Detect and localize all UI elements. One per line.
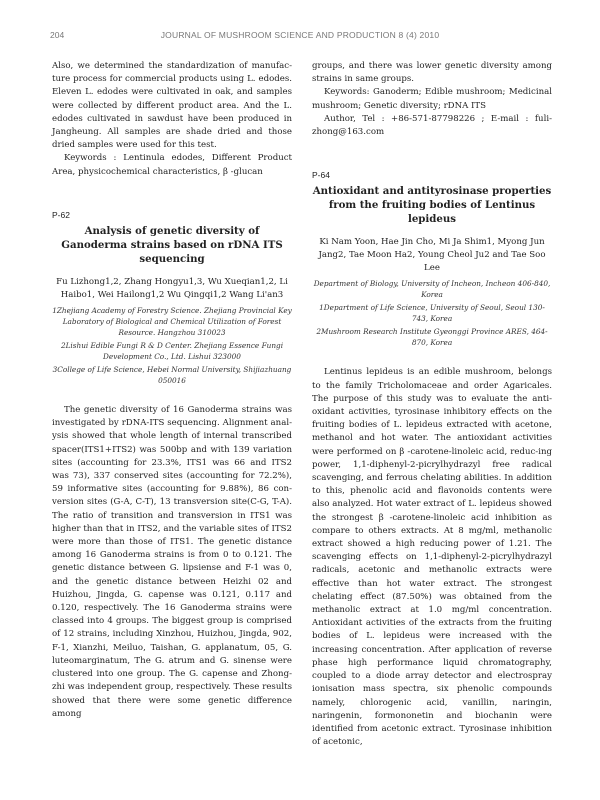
running-head [50, 30, 550, 44]
page-number: 204 [50, 30, 65, 40]
right-column [312, 60, 552, 749]
author-list: Ki Nam Yoon, Hae Jin Cho, Mi Ja Shim1, Myong Jun Jang2, Tae Moon Ha2, Young Cheol Ju2 and Tae Soo Lee [318, 237, 546, 274]
affiliation: 2Lishui Edible Fungi R & D Center. Zhejiang Essence Fungi Development Co., Ltd. Lishui 323000 [60, 341, 284, 362]
abstract-code: P-62 [52, 209, 70, 220]
continued-paragraph: Also, we determined the standardization of manufac-ture process for commercial products using L. edodes. Eleven L. edodes were cultivated in oak, and samples were collected by different product area. And the L. edodes cultivated in sawdust have been produced in Jangheung. All samples are shade dried and those dried samples were used for this test. [52, 61, 292, 151]
affiliation: 1Zhejiang Academy of Forestry Science. Zhejiang Provincial Key Laboratory of Biological and Chemical Utilization of Forest Resource. Hangzhou 310023 [52, 306, 292, 338]
abstract-body: The genetic diversity of 16 Ganoderma strains was investigated by rDNA-ITS sequencing. Alignment anal-ysis showed that whole length of internal transcribed spacer(ITS1+ITS2) was 500bp and with 139 variation sites (accounting for 23.3%, ITS1 was 66 and ITS2 was 73), 337 conserved sites (accounting for 72.2%), 59 informative sites (accounting for 9.88%), 86 con-version sites (G-A, C-T), 13 transversion site(C-G, T-A). The ratio of transition and transversion in ITS1 was higher than that in ITS2, and the variable sites of ITS2 were more than those of ITS1. The genetic distance among 16 Ganoderma strains is from 0 to 0.121. The genetic distance between G. lipsiense and F-1 was 0, and the genetic distance between Heizhi 02 and Huizhou, Jingda, G. capense was 0.121, 0.117 and 0.120, respectively. The 16 Ganoderma strains were classed into 4 groups. The biggest group is comprised of 12 strains, including Xinzhou, Huizhou, Jingda, 902, F-1, Xianzhi, Meiluo, Taishan, G. applanatum, 05, G. luteomarginatum, The G. atrum and G. sinense were clustered into one group. The G. capense and Zhong-zhi was independent group, respectively. These results showed that there were some genetic difference among [52, 405, 292, 719]
left-column [52, 60, 292, 721]
abstract-body: Lentinus lepideus is an edible mushroom, belongs to the family Tricholomaceae and order Agaricales. The purpose of this study was to evaluate the anti-oxidant activities, tyrosinase inhibitory effects on the fruiting bodies of L. lepideus extracted with acetone, methanol and hot water. The antioxidant activities were performed on β -carotene-linoleic acid, reduc-ing power, 1,1-diphenyl-2-picrylhydrazyl free radical scavenging, and ferrous chelating abilities. In addition to this, phenolic acid and flavonoids contents were also analyzed. Hot water extract of L. lepideus showed the strongest β -carotene-linoleic acid inhibition as compare to others extracts. At 8 mg/ml, methanolic extract showed a high reducing power of 1.21. The scavenging effects on 1,1-diphenyl-2-picrylhydrazyl radicals, acetonic and methanolic extracts were effective than hot water extract. The strongest chelating effect (87.50%) was obtained from the methanolic extract at 1.0 mg/ml concentration. Antioxidant activities of the extracts from the fruiting bodies of L. lepideus were increased with the increasing concentration. After application of reverse phase high performance liquid chromatography, coupled to a diode array detector and electrospray ionisation mass spectra, six phenolic compounds namely, chlorogenic acid, vanillin, naringin, naringenin, formononetin and biochanin were identified from acetonic extract. Tyrosinase inhibition of acetonic, [312, 367, 552, 748]
abstract-title: Analysis of genetic diversity of Ganoderma strains based on rDNA ITS sequencing [61, 225, 283, 266]
affiliation-list [312, 278, 552, 348]
keywords-paragraph: Keywords : Lentinula edodes, Different Product Area, physicochemical characteristics, β -glucan [52, 153, 292, 177]
affiliation-list [52, 305, 292, 386]
affiliation: 3College of Life Science, Hebei Normal University, Shijiazhuang 050016 [52, 365, 292, 386]
author-contact: Author, Tel : +86-571-87798226 ; E-mail : fuli-zhong@163.com [312, 113, 552, 138]
keywords-paragraph: Keywords: Ganoderm; Edible mushroom; Medicinal mushroom; Genetic diversity; rDNA ITS [312, 87, 552, 111]
continued-paragraph: groups, and there was lower genetic diversity among strains in same groups. [312, 61, 552, 85]
abstract-code: P-64 [312, 170, 330, 181]
author-list: Fu Lizhong1,2, Zhang Hongyu1,3, Wu Xueqian1,2, Li Haibo1, Wei Hailong1,2 Wu Qingqi1,2 Wang Li'an3 [56, 277, 288, 301]
affiliation: 2Mushroom Research Institute Gyeonggi Province ARES, 464-870, Korea [316, 327, 548, 348]
affiliation: 1Department of Life Science, University of Seoul, Seoul 130-743, Korea [319, 303, 545, 324]
journal-title: JOURNAL OF MUSHROOM SCIENCE AND PRODUCTION 8 (4) 2010 [160, 30, 440, 40]
abstract-title: Antioxidant and antityrosinase properties from the fruiting bodies of Lentinus lepideus [312, 185, 552, 226]
affiliation: Department of Biology, University of Incheon, Incheon 406-840, Korea [313, 279, 551, 300]
